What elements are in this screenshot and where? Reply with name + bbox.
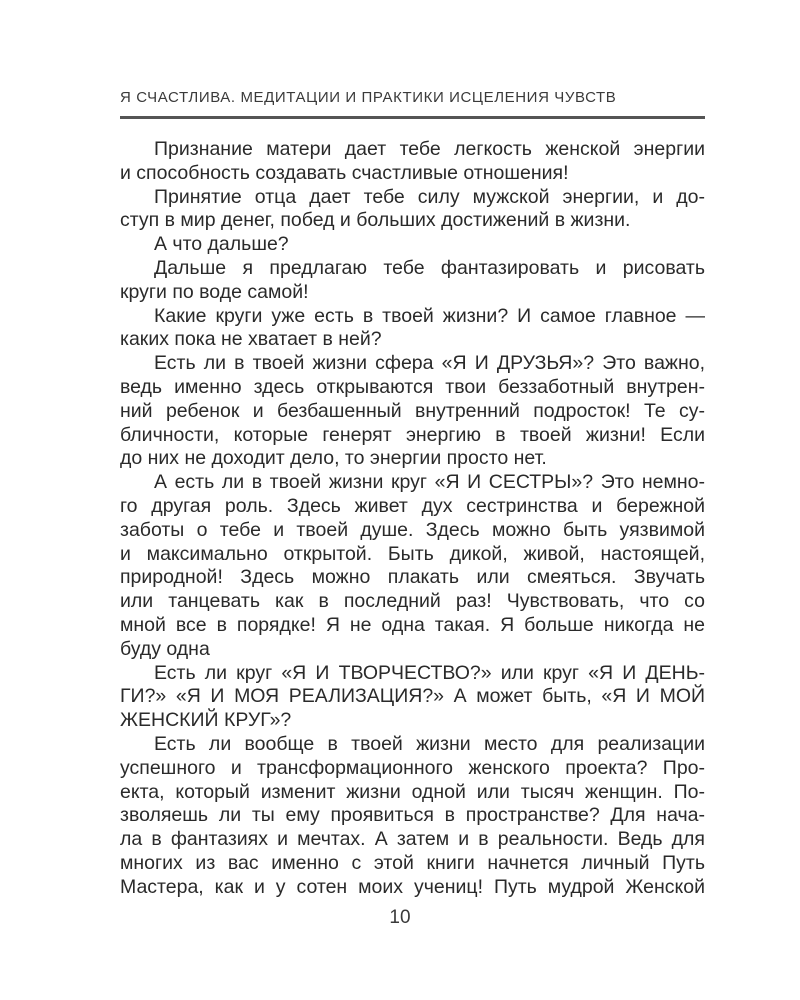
text-line: и способность создавать счастливые отношения! [120, 161, 569, 184]
text-line: природной! Здесь можно плакать или смеяться. Звучать [120, 566, 705, 589]
text-line: ступ в мир денег, побед и больших достижений в жизни. [120, 209, 631, 232]
text-line: многих из вас именно с этой книги начнется личный Путь [120, 851, 705, 874]
text-line: ЖЕНСКИЙ КРУГ»? [120, 709, 292, 732]
text-line: ла в фантазиях и мечтах. А затем и в реальности. Ведь для [120, 828, 705, 851]
running-head: Я СЧАСТЛИВА. МЕДИТАЦИИ И ПРАКТИКИ ИСЦЕЛЕНИЯ ЧУВСТВ [120, 89, 617, 106]
header-rule [120, 116, 705, 119]
text-line: до них не доходит дело, то энергии просто нет. [120, 447, 547, 470]
paragraph [120, 138, 705, 186]
text-line: Есть ли вообще в твоей жизни место для реализации [154, 732, 705, 755]
paragraph [120, 662, 705, 733]
text-line: ний ребенок и безбашенный внутренний подросток! Те су- [120, 399, 705, 422]
text-line: и максимально открытой. Быть дикой, живой, настоящей, [120, 542, 705, 565]
paragraph [120, 233, 705, 257]
text-line: буду одна [120, 637, 210, 660]
paragraph [120, 471, 705, 661]
text-line: заботы о тебе и твоей душе. Здесь можно быть уязвимой [120, 518, 705, 541]
paragraph [120, 186, 705, 234]
body-text [120, 138, 705, 900]
text-line: Есть ли в твоей жизни сфера «Я И ДРУЗЬЯ»? Это важно, [154, 352, 705, 375]
text-line: Мастера, как и у сотен моих учениц! Путь мудрой Женской [120, 875, 705, 898]
text-line: А есть ли в твоей жизни круг «Я И СЕСТРЫ»? Это немно- [154, 471, 705, 494]
text-line: Есть ли круг «Я И ТВОРЧЕСТВО?» или круг «Я И ДЕНЬ- [154, 661, 705, 684]
text-line: Какие круги уже есть в твоей жизни? И самое главное — [154, 304, 705, 327]
paragraph [120, 257, 705, 305]
text-line: Дальше я предлагаю тебе фантазировать и рисовать [154, 256, 705, 279]
text-line: ГИ?» «Я И МОЯ РЕАЛИЗАЦИЯ?» А может быть, «Я И МОЙ [120, 685, 705, 708]
text-line: каких пока не хватает в ней? [120, 328, 382, 351]
text-line: Признание матери дает тебе легкость женской энергии [154, 138, 705, 160]
text-line: А что дальше? [154, 233, 289, 256]
text-line: мной все в порядке! Я не одна такая. Я больше никогда не [120, 613, 705, 636]
paragraph [120, 733, 705, 900]
paragraph [120, 305, 705, 353]
text-line: екта, который изменит жизни одной или тысяч женщин. По- [120, 780, 705, 803]
text-line: круги по воде самой! [120, 280, 309, 303]
page-number: 10 [389, 907, 411, 928]
text-line: ведь именно здесь открываются твои беззаботный внутрен- [120, 375, 705, 398]
text-line: успешного и трансформационного женского проекта? Про- [120, 756, 705, 779]
text-line: или танцевать как в последний раз! Чувствовать, что со [120, 590, 705, 613]
text-line: бличности, которые генерят энергию в твоей жизни! Если [120, 423, 705, 446]
text-line: го другая роль. Здесь живет дух сестринства и бережной [120, 494, 705, 517]
paragraph [120, 352, 705, 471]
text-line: Принятие отца дает тебе силу мужской энергии, и до- [154, 185, 705, 208]
text-line: зволяешь ли ты ему проявиться в пространстве? Для нача- [120, 804, 705, 827]
